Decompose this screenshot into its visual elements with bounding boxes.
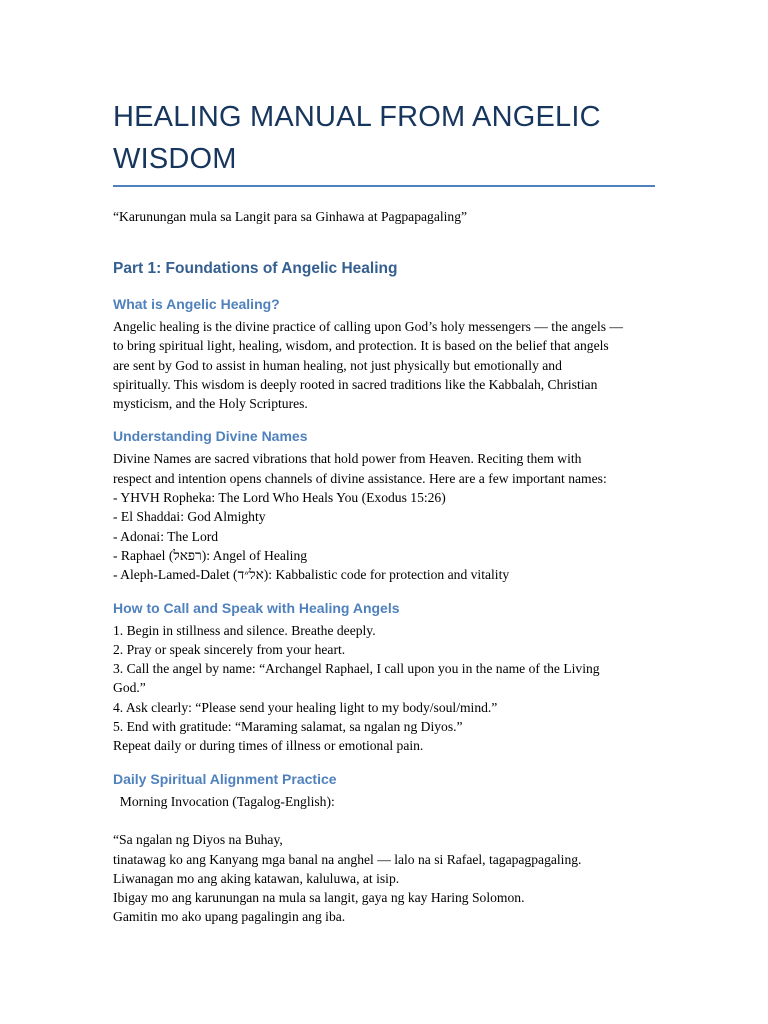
document-subtitle: “Karunungan mula sa Langit para sa Ginhawa at Pagpapagaling”	[113, 209, 468, 224]
paragraph-line: mysticism, and the Holy Scriptures.	[113, 396, 308, 412]
paragraph-line: respect and intention opens channels of divine assistance. Here are a few important names:	[113, 470, 607, 486]
what-is-paragraph	[113, 317, 655, 413]
list-item: 4. Ask clearly: “Please send your healing light to my body/soul/mind.”	[113, 699, 498, 715]
part1-heading: Part 1: Foundations of Angelic Healing	[113, 260, 398, 277]
title-divider	[113, 185, 655, 187]
invocation-intro: Morning Invocation (Tagalog-English):	[113, 793, 335, 809]
invocation-line: Gamitin mo ako upang pagalingin ang iba.	[113, 909, 346, 925]
daily-practice-text	[113, 792, 655, 927]
paragraph-line: are sent by God to assist in human healing, not just physically but emotionally and	[113, 357, 562, 373]
paragraph-line: Divine Names are sacred vibrations that hold power from Heaven. Reciting them with	[113, 451, 582, 467]
list-item: 2. Pray or speak sincerely from your heart.	[113, 641, 346, 657]
invocation-line: “Sa ngalan ng Diyos na Buhay,	[113, 832, 283, 848]
list-item: 1. Begin in stillness and silence. Breathe deeply.	[113, 622, 376, 638]
list-item: - Adonai: The Lord	[113, 528, 219, 544]
paragraph-line: spiritually. This wisdom is deeply rooted in sacred traditions like the Kabbalah, Christian	[113, 376, 598, 392]
document-title: HEALING MANUAL FROM ANGELIC WISDOM	[113, 101, 601, 175]
invocation-line: tinatawag ko ang Kanyang mga banal na anghel — lalo na si Rafael, tagapagpagaling.	[113, 851, 582, 867]
list-item: 3. Call the angel by name: “Archangel Raphael, I call upon you in the name of the Living	[113, 661, 600, 677]
invocation-line: Liwanagan mo ang aking katawan, kaluluwa, at isip.	[113, 870, 400, 886]
call-angels-heading: How to Call and Speak with Healing Angels	[113, 599, 400, 616]
list-item: - Aleph-Lamed-Dalet (אל״ד): Kabbalistic code for protection and vitality	[113, 567, 510, 583]
list-item: - Raphael (רפאל): Angel of Healing	[113, 547, 308, 563]
paragraph-line: Angelic healing is the divine practice of calling upon God’s holy messengers — the angels —	[113, 319, 624, 334]
divine-names-paragraph	[113, 449, 655, 584]
list-item: 5. End with gratitude: “Maraming salamat, sa ngalan ng Diyos.”	[113, 719, 463, 735]
divine-names-heading: Understanding Divine Names	[113, 428, 308, 445]
what-is-heading: What is Angelic Healing?	[113, 296, 280, 312]
call-angels-steps	[113, 621, 655, 756]
invocation-line: Ibigay mo ang karunungan na mula sa langit, gaya ng kay Haring Solomon.	[113, 890, 525, 906]
list-item: God.”	[113, 680, 146, 696]
paragraph-line: Repeat daily or during times of illness or emotional pain.	[113, 738, 424, 754]
list-item: - El Shaddai: God Almighty	[113, 509, 266, 525]
blank-line	[113, 811, 655, 830]
document-page	[113, 96, 655, 927]
paragraph-line: to bring spiritual light, healing, wisdom, and protection. It is based on the belief that angels	[113, 338, 609, 354]
list-item: - YHVH Ropheka: The Lord Who Heals You (Exodus 15:26)	[113, 490, 446, 506]
daily-practice-heading: Daily Spiritual Alignment Practice	[113, 770, 337, 787]
